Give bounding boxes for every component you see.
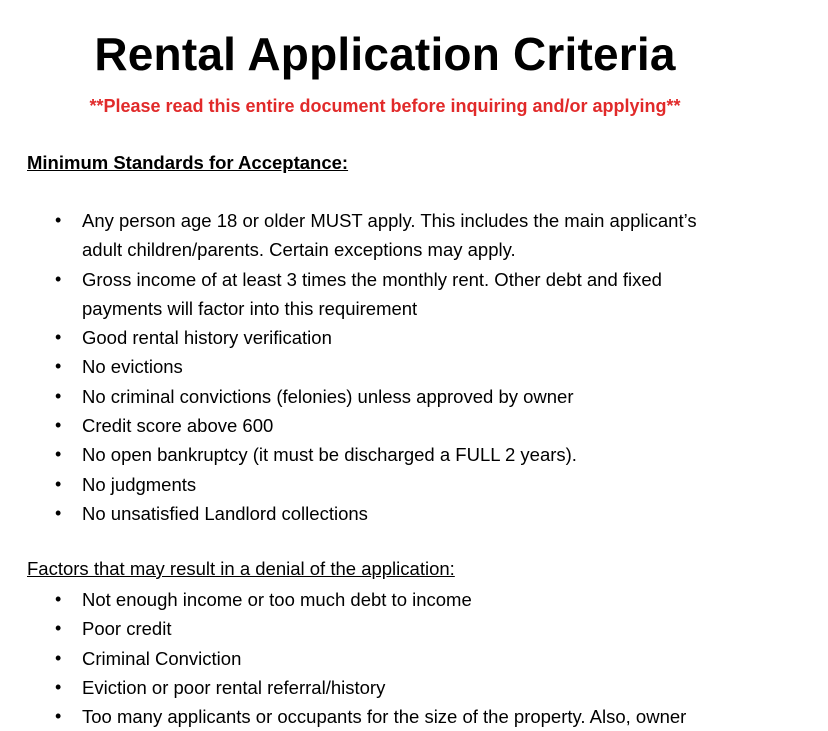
bullet-icon: • bbox=[55, 706, 62, 727]
list-item-text: Gross income of at least 3 times the monthly rent. Other debt and fixed bbox=[82, 268, 662, 290]
bullet-icon: • bbox=[55, 444, 62, 465]
list-item bbox=[0, 585, 742, 614]
list-item-text: Poor credit bbox=[82, 618, 172, 640]
list-item-text: No unsatisfied Landlord collections bbox=[82, 502, 368, 524]
list-item bbox=[0, 673, 742, 702]
list-item-text: No evictions bbox=[82, 356, 183, 378]
bullet-icon: • bbox=[55, 356, 62, 377]
bullet-icon: • bbox=[55, 473, 62, 494]
minimum-standards-list bbox=[0, 206, 742, 528]
denial-factors-list bbox=[0, 585, 742, 731]
read-notice: **Please read this entire document before inquiring and/or applying** bbox=[89, 96, 681, 116]
list-item-text: Good rental history verification bbox=[82, 327, 332, 349]
bullet-icon: • bbox=[55, 676, 62, 697]
list-item-text: Criminal Conviction bbox=[82, 647, 242, 669]
list-item-text: No judgments bbox=[82, 473, 197, 495]
list-item bbox=[0, 470, 742, 499]
list-item-text-continued: adult children/parents. Certain exceptions may apply. bbox=[82, 239, 516, 261]
list-item bbox=[0, 206, 742, 265]
list-item bbox=[0, 702, 742, 731]
list-item-text-continued: payments will factor into this requirement bbox=[82, 297, 418, 319]
bullet-icon: • bbox=[55, 268, 62, 289]
bullet-icon: • bbox=[55, 415, 62, 436]
list-item bbox=[0, 352, 742, 381]
list-item bbox=[0, 644, 742, 673]
list-item bbox=[0, 411, 742, 440]
list-item bbox=[0, 614, 742, 643]
bullet-icon: • bbox=[55, 589, 62, 609]
list-item-text: No open bankruptcy (it must be discharged a FULL 2 years). bbox=[82, 444, 577, 466]
bullet-icon: • bbox=[55, 647, 62, 668]
bullet-icon: • bbox=[55, 327, 62, 348]
page-title: Rental Application Criteria bbox=[94, 28, 676, 80]
bullet-icon: • bbox=[55, 618, 62, 639]
bullet-icon: • bbox=[55, 502, 62, 523]
list-item-text: Credit score above 600 bbox=[82, 415, 274, 437]
list-item-text: Too many applicants or occupants for the size of the property. Also, owner bbox=[82, 706, 687, 728]
list-item bbox=[0, 265, 742, 324]
list-item-text: Any person age 18 or older MUST apply. This includes the main applicant’s bbox=[82, 210, 697, 231]
list-item bbox=[0, 440, 742, 469]
list-item bbox=[0, 499, 742, 528]
bullet-icon: • bbox=[55, 385, 62, 406]
list-item-text: Not enough income or too much debt to income bbox=[82, 589, 472, 610]
section-heading-minimum-standards: Minimum Standards for Acceptance: bbox=[27, 152, 349, 173]
list-item bbox=[0, 323, 742, 352]
list-item bbox=[0, 382, 742, 411]
list-item-text: Eviction or poor rental referral/history bbox=[82, 676, 386, 698]
bullet-icon: • bbox=[55, 210, 62, 230]
section-heading-denial-factors: Factors that may result in a denial of the application: bbox=[27, 558, 455, 579]
list-item-text: No criminal convictions (felonies) unless approved by owner bbox=[82, 385, 574, 407]
